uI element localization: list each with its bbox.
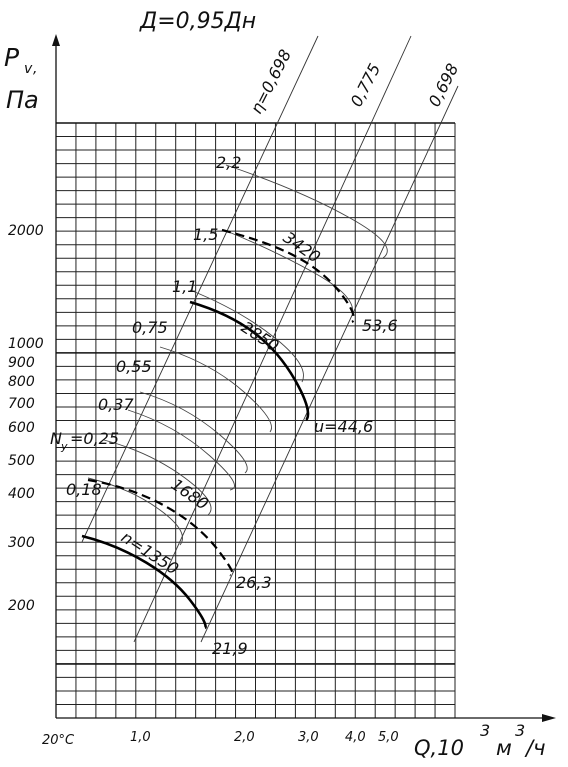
y-tick-label: 400 — [8, 486, 35, 502]
efficiency-label: 0,698 — [424, 60, 463, 110]
efficiency-label: 0,775 — [346, 60, 385, 110]
svg-text:,: , — [33, 61, 38, 77]
axes — [52, 34, 556, 722]
y-tick-label: 300 — [8, 535, 35, 551]
chart-title: Д=0,95Дн — [140, 9, 257, 34]
efficiency-label: η=0,698 — [246, 46, 296, 117]
y-tick-label: 200 — [8, 598, 35, 614]
x-axis-unit: м — [496, 736, 512, 760]
y-axis-symbol: P — [4, 43, 20, 72]
x-axis-tail: /ч — [526, 736, 546, 760]
x-tick-label: 5,0 — [378, 730, 399, 745]
y-axis-subscript: v — [24, 61, 33, 77]
x-axis-label: Q,10 — [414, 736, 464, 760]
y-tick-label: 2000 — [8, 223, 44, 239]
x-axis-unit-exponent: 3 — [515, 721, 526, 740]
speed-curve-label: 3420 — [279, 227, 324, 267]
curve-end-label: 21,9 — [212, 639, 248, 658]
y-tick-label: 500 — [8, 453, 35, 469]
y-tick-label: 900 — [8, 355, 35, 371]
y-tick-label: 700 — [8, 396, 35, 412]
speed-curves — [82, 227, 354, 628]
grid — [56, 123, 455, 718]
x-axis-title — [414, 721, 545, 760]
x-axis-arrow — [542, 714, 556, 722]
power-label: 0,55 — [116, 357, 152, 376]
power-label: N — [50, 429, 62, 448]
y-tick-label: 800 — [8, 374, 35, 390]
curve-end-label: 26,3 — [236, 573, 272, 592]
power-label: 0,75 — [132, 318, 168, 337]
x-tick-label: 2,0 — [234, 730, 255, 745]
speed-curve-label: 1680 — [167, 474, 212, 514]
power-label: 0,18 — [66, 480, 102, 499]
speed-curve-label: n=1350 — [117, 527, 183, 579]
temperature-note: 20°С — [42, 733, 75, 748]
curve-end-label: 53,6 — [362, 316, 398, 335]
y-axis-arrow — [52, 34, 60, 46]
power-label: 1,5 — [193, 225, 219, 244]
power-label: 1,1 — [172, 277, 198, 296]
power-label: 0,37 — [98, 395, 134, 414]
power-label: 2,2 — [216, 153, 242, 172]
x-tick-label: 1,0 — [130, 730, 151, 745]
curve-end-label: u=44,6 — [314, 417, 374, 436]
x-tick-label: 4,0 — [345, 730, 366, 745]
x-axis-exponent: 3 — [480, 721, 491, 740]
y-axis-unit: Па — [6, 86, 39, 114]
power-label-value: =0,25 — [70, 429, 120, 448]
speed-curve-label: 2850 — [237, 317, 283, 356]
y-tick-label: 600 — [8, 420, 35, 436]
x-tick-label: 3,0 — [298, 730, 319, 745]
y-tick-label: 1000 — [8, 336, 44, 352]
power-label-subscript: у — [61, 440, 68, 453]
